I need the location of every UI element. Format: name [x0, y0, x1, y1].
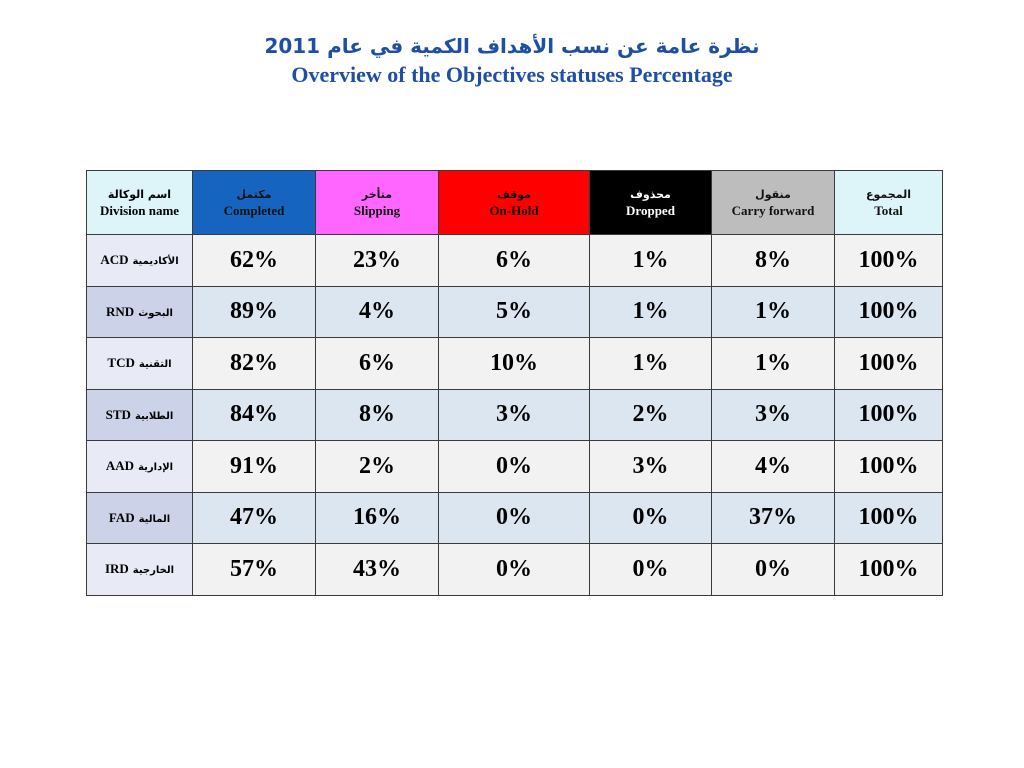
on-hold-cell: 10%	[439, 338, 590, 390]
header-total	[835, 171, 943, 235]
page-title	[0, 31, 1024, 89]
total-cell: 100%	[835, 441, 943, 493]
title-arabic: نظرة عامة عن نسب الأهداف الكمية في عام 2011	[264, 34, 760, 58]
on-hold-cell: 0%	[439, 441, 590, 493]
on-hold-cell: 0%	[439, 544, 590, 596]
carry-forward-cell: 1%	[712, 338, 835, 390]
completed-cell: 82%	[193, 338, 316, 390]
completed-cell: 91%	[193, 441, 316, 493]
header-label-ar: موقف	[496, 187, 531, 201]
slipping-cell: 8%	[316, 389, 439, 441]
dropped-cell: 0%	[590, 492, 712, 544]
division-name-cell	[87, 492, 193, 544]
header-division-name	[87, 171, 193, 235]
division-name-ar: الأكاديمية	[132, 256, 179, 268]
division-code: FAD	[108, 509, 135, 525]
dropped-cell: 0%	[590, 544, 712, 596]
header-label-ar: مكتمل	[236, 187, 272, 201]
division-code: STD	[105, 406, 131, 422]
total-cell: 100%	[835, 492, 943, 544]
table-row	[87, 286, 943, 338]
table-row	[87, 544, 943, 596]
division-name-cell	[87, 338, 193, 390]
header-slipping	[316, 171, 439, 235]
header-label-en: Carry forward	[731, 202, 815, 218]
objectives-status-table	[86, 170, 943, 596]
dropped-cell: 2%	[590, 389, 712, 441]
table-row	[87, 235, 943, 287]
division-name-ar: المالية	[138, 513, 171, 525]
dropped-cell: 1%	[590, 235, 712, 287]
header-dropped	[590, 171, 712, 235]
division-name-cell	[87, 544, 193, 596]
division-name-ar: الإدارية	[138, 462, 174, 474]
division-name-cell	[87, 389, 193, 441]
division-code: AAD	[105, 458, 135, 474]
division-name-cell	[87, 441, 193, 493]
division-code: RND	[106, 303, 135, 319]
header-label-en: On-Hold	[489, 202, 539, 218]
header-label-ar: المجموع	[866, 187, 911, 201]
slipping-cell: 4%	[316, 286, 439, 338]
total-cell: 100%	[835, 235, 943, 287]
division-name-ar: الطلابية	[134, 410, 174, 422]
total-cell: 100%	[835, 389, 943, 441]
dropped-cell: 1%	[590, 338, 712, 390]
table-row	[87, 389, 943, 441]
header-row	[87, 171, 943, 235]
total-cell: 100%	[835, 338, 943, 390]
division-name-ar: التقنية	[138, 359, 172, 371]
dropped-cell: 3%	[590, 441, 712, 493]
header-label-en: Completed	[223, 202, 285, 218]
carry-forward-cell: 1%	[712, 286, 835, 338]
slipping-cell: 16%	[316, 492, 439, 544]
slipping-cell: 43%	[316, 544, 439, 596]
division-code: ACD	[100, 252, 129, 268]
dropped-cell: 1%	[590, 286, 712, 338]
header-label-en: Slipping	[353, 202, 401, 218]
header-label-en: Division name	[99, 202, 180, 218]
header-label-ar: متأخر	[361, 187, 393, 201]
header-on-hold	[439, 171, 590, 235]
header-label-en: Total	[874, 202, 903, 218]
on-hold-cell: 0%	[439, 492, 590, 544]
header-label-ar: اسم الوكالة	[107, 187, 172, 201]
division-code: TCD	[107, 355, 135, 371]
carry-forward-cell: 8%	[712, 235, 835, 287]
on-hold-cell: 5%	[439, 286, 590, 338]
header-label-ar: منقول	[755, 187, 791, 201]
slipping-cell: 23%	[316, 235, 439, 287]
header-label-ar: محذوف	[630, 187, 671, 201]
header-carry-forward	[712, 171, 835, 235]
header-completed	[193, 171, 316, 235]
slipping-cell: 2%	[316, 441, 439, 493]
division-name-ar: الخارجية	[132, 565, 175, 577]
table-row	[87, 338, 943, 390]
carry-forward-cell: 0%	[712, 544, 835, 596]
division-name-cell	[87, 235, 193, 287]
completed-cell: 89%	[193, 286, 316, 338]
division-name-cell	[87, 286, 193, 338]
total-cell: 100%	[835, 286, 943, 338]
carry-forward-cell: 37%	[712, 492, 835, 544]
slipping-cell: 6%	[316, 338, 439, 390]
carry-forward-cell: 3%	[712, 389, 835, 441]
on-hold-cell: 6%	[439, 235, 590, 287]
title-english: Overview of the Objectives statuses Percentage	[291, 62, 733, 87]
on-hold-cell: 3%	[439, 389, 590, 441]
completed-cell: 47%	[193, 492, 316, 544]
table-row	[87, 441, 943, 493]
header-label-en: Dropped	[626, 202, 675, 218]
carry-forward-cell: 4%	[712, 441, 835, 493]
division-name-ar: البحوث	[138, 307, 173, 319]
total-cell: 100%	[835, 544, 943, 596]
division-code: IRD	[104, 561, 129, 577]
completed-cell: 57%	[193, 544, 316, 596]
completed-cell: 62%	[193, 235, 316, 287]
completed-cell: 84%	[193, 389, 316, 441]
table-row	[87, 492, 943, 544]
